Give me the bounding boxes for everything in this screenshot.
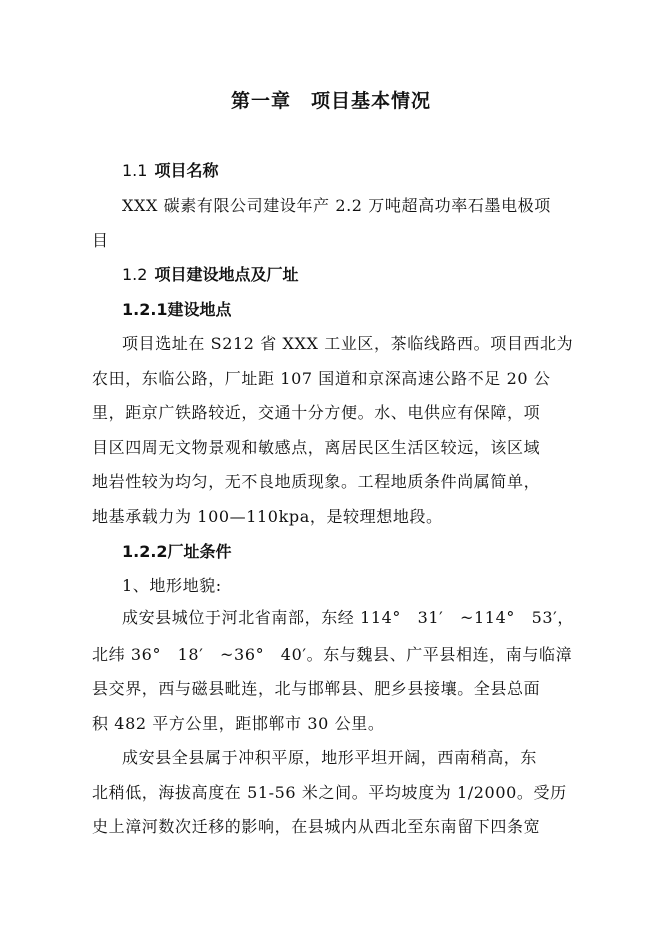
paragraph-line: 北纬 36° 18′ ~36° 40′。东与魏县、广平县相连，南与临漳 (92, 645, 573, 664)
terrain-label: 1、地形地貌: (122, 576, 222, 595)
paragraph-line: 积 482 平方公里，距邯郸市 30 公里。 (92, 714, 385, 733)
paragraph-line: 县交界，西与磁县毗连，北与邯郸县、肥乡县接壤。全县总面 (92, 679, 541, 698)
paragraph-line: 成安县全县属于冲积平原，地形平坦开阔，西南稍高，东 (122, 748, 538, 767)
chapter-title: 第一章 项目基本情况 (230, 90, 431, 112)
paragraph-line: 史上漳河数次迁移的影响，在县城内从西北至东南留下四条宽 (92, 817, 541, 836)
section-title: 项目名称 (154, 161, 219, 180)
section-1-2-heading (122, 262, 299, 285)
paragraph-line: 农田，东临公路，厂址距 107 国道和京深高速公路不足 20 公 (92, 369, 551, 388)
section-1-2-1-heading: 1.2.1建设地点 (122, 300, 232, 319)
section-title: 项目建设地点及厂址 (154, 265, 299, 284)
section-1-1-heading (122, 158, 219, 181)
paragraph-line: 项目选址在 S212 省 XXX 工业区，茶临线路西。项目西北为 (122, 334, 574, 353)
section-number: 1.1 (122, 161, 148, 180)
paragraph-line: 地基承载力为 100—110kpa，是较理想地段。 (92, 507, 443, 526)
paragraph-line: 地岩性较为均匀，无不良地质现象。工程地质条件尚属简单， (92, 472, 541, 491)
paragraph-line: 成安县城位于河北省南部，东经 114° 31′ ~114° 53′， (122, 608, 574, 627)
paragraph-line: 目 (92, 231, 109, 250)
section-1-2-2-heading: 1.2.2厂址条件 (122, 542, 232, 561)
paragraph-line: XXX 碳素有限公司建设年产 2.2 万吨超高功率石墨电极项 (122, 196, 551, 215)
paragraph-line: 里，距京广铁路较近，交通十分方便。水、电供应有保障，项 (92, 403, 541, 422)
paragraph-line: 目区四周无文物景观和敏感点，离居民区生活区较远，该区域 (92, 438, 541, 457)
paragraph-line: 北稍低，海拔高度在 51-56 米之间。平均坡度为 1/2000。受历 (92, 783, 567, 802)
section-number: 1.2 (122, 265, 148, 284)
